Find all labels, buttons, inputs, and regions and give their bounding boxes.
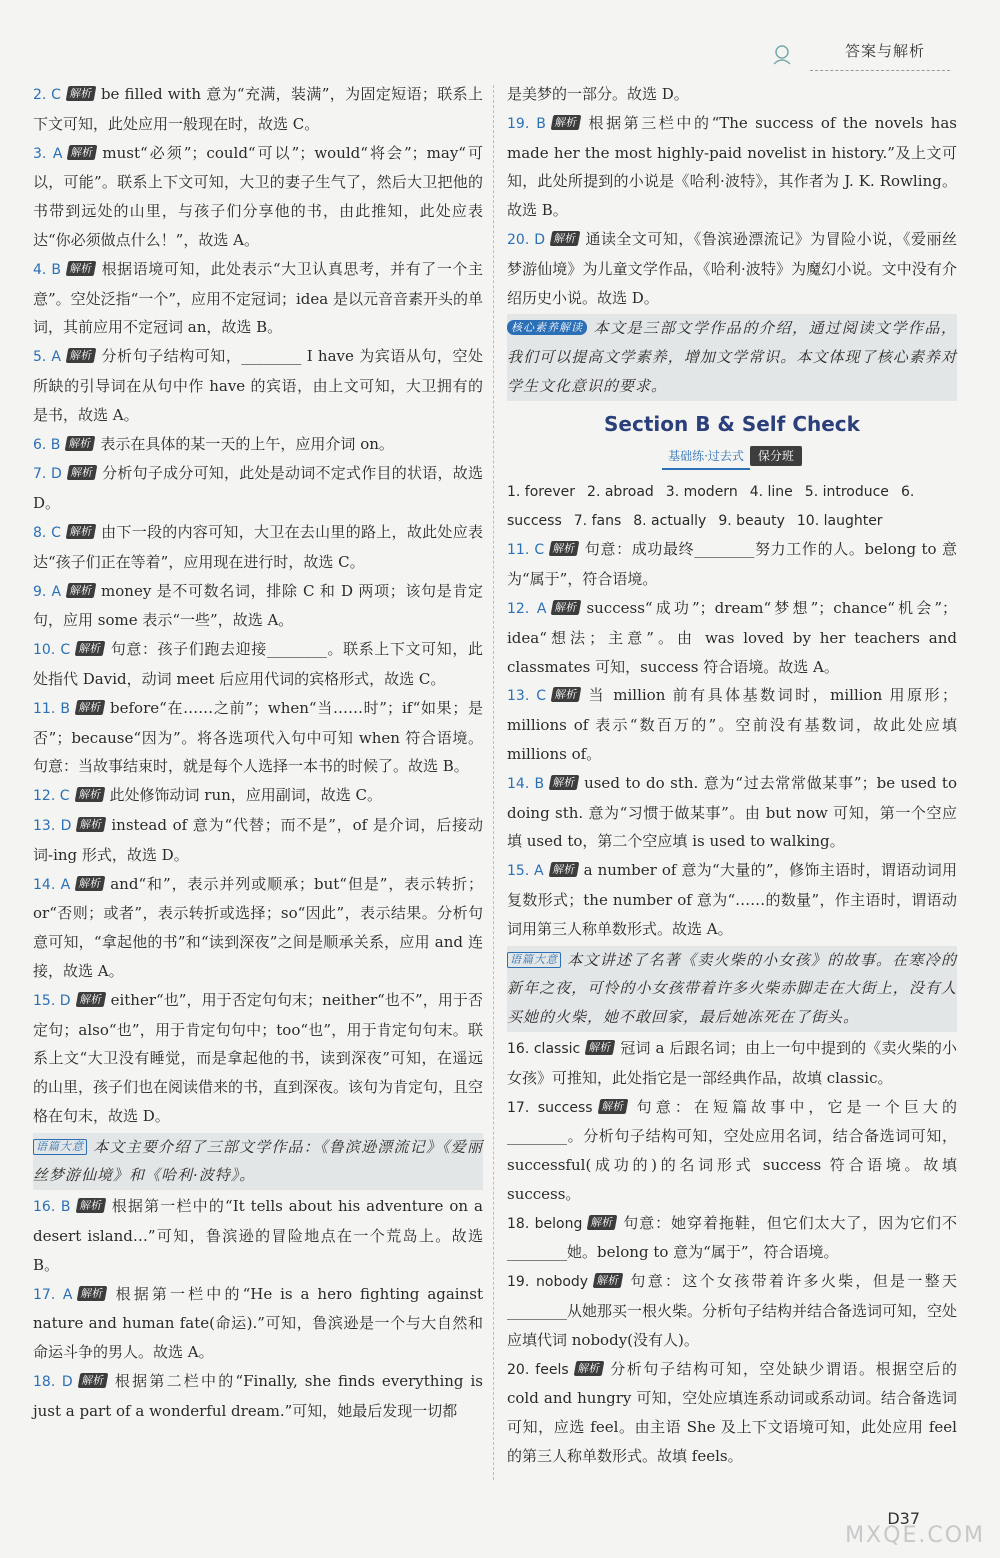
left-column [33, 80, 483, 1426]
analysis-tag: 解析 [66, 524, 97, 539]
core-literacy-tag: 核心素养解读 [507, 320, 587, 335]
answer-number: 12. A [507, 600, 547, 617]
header-rule [810, 70, 950, 71]
answer-text: 是美梦的一部分。故选 D。 [507, 85, 689, 103]
answer-number: 18. D [33, 1374, 73, 1391]
answer-number: 6. B [33, 436, 61, 453]
answer-item [507, 769, 957, 856]
answer-text: success“成功”；dream“梦想”；chance“机会”；idea“想法；主意”。由 was loved by her teachers and classmates 可知，success 符合语境。故选 A。 [507, 598, 958, 676]
word-answers [507, 478, 957, 536]
column-divider [493, 85, 494, 1480]
analysis-tag: 解析 [593, 1273, 624, 1288]
answer-text: 句意：在短篇故事中，它是一个巨大的________。分析句子结构可知，空处应用名词，结合备选词可知，successful(成功的)的名词形式 success 符合语境。故填 success。 [507, 1097, 957, 1203]
analysis-tag: 解析 [573, 1361, 604, 1376]
answer-number: 16. B [33, 1199, 71, 1216]
word-answer: 9. beauty [718, 512, 785, 529]
answer-item [507, 80, 957, 109]
answer-number: 3. A [33, 145, 63, 162]
right-top-answers [507, 80, 957, 312]
answer-item [33, 255, 483, 342]
answer-text: 通读全文可知，《鲁滨逊漂流记》为冒险小说，《爱丽丝梦游仙境》为儿童文学作品，《哈利·波特》为魔幻小说。文中没有介绍历史小说。故选 D。 [507, 229, 957, 307]
answer-number: 14. B [507, 775, 545, 792]
answer-text: either“也”，用于否定句句末；neither“也不”，用于否定句；also“也”，用于肯定句句中；too“也”，用于肯定句句末。联系上文“大卫没有睡觉，而是拿起他的书，读到深夜”可知，在遥远的山里，孩子们也在阅读借来的书，直到深夜。该句为肯定句，且空格在句末，故选 D。 [33, 990, 484, 1125]
answer-text: money 是不可数名词，排除 C 和 D 两项；该句是肯定句，应用 some 表示“一些”，故选 A。 [33, 581, 483, 630]
analysis-tag: 解析 [66, 86, 97, 101]
answer-item [33, 577, 483, 636]
answer-word: 19. nobody [507, 1274, 589, 1291]
banner-right: 保分班 [750, 446, 802, 466]
answer-number: 4. B [33, 261, 61, 278]
answer-text: 表示在具体的某一天的上午，应用介词 on。 [100, 434, 394, 453]
answer-text: 分析句子结构可知，________ I have 为宾语从句，空处所缺的引导词在从句中作 have 的宾语，由上文可知，大卫拥有的是书，故选 A。 [33, 347, 484, 424]
analysis-tag: 解析 [67, 145, 98, 160]
analysis-tag: 解析 [66, 583, 97, 598]
answer-text: 根据第二栏中的“Finally, she finds everything is just a part of a wonderful dream.”可知，她最后发现一切都 [33, 1372, 483, 1420]
answer-item [33, 430, 483, 460]
answer-text: 根据第一栏中的“It tells about his adventure on a desert island…”可知，鲁滨逊的冒险地点在一个荒岛上。故选 B。 [33, 1197, 483, 1274]
analysis-tag: 解析 [551, 687, 582, 702]
answer-word: 18. belong [507, 1215, 583, 1232]
answer-item [507, 109, 957, 225]
answer-number: 5. A [33, 349, 61, 366]
answer-number: 12. C [33, 788, 70, 805]
analysis-tag: 解析 [77, 1286, 108, 1301]
answer-number: 9. A [33, 583, 62, 600]
answer-number: 20. D [507, 231, 545, 248]
answer-text: 分析句子成分可知，此处是动词不定式作目的状语，故选 D。 [33, 464, 483, 513]
answer-text: 根据语境可知，此处表示“大卫认真思考，并有了一个主意”。空处泛指“一个”，应用不定冠词；idea 是以元音音素开头的单词，其前应用不定冠词 an，故选 B。 [33, 259, 484, 337]
answer-number: 11. B [33, 700, 71, 717]
answer-number: 14. A [33, 876, 71, 893]
core-literacy-text: 本文是三部文学作品的介绍，通过阅读文学作品，我们可以提高文学素养，增加文学常识。本文体现了核心素养对学生文化意识的要求。 [507, 319, 957, 395]
analysis-tag: 解析 [65, 436, 96, 451]
answer-text: instead of 意为“代替；而不是”，of 是介词，后接动词-ing 形式，故选 D。 [33, 815, 483, 864]
answer-number: 13. C [507, 688, 546, 705]
answer-item [33, 811, 483, 870]
analysis-tag: 解析 [74, 787, 105, 802]
answer-item [33, 139, 483, 255]
answer-item [507, 681, 957, 768]
answer-text: a number of 意为“大量的”，修饰主语时，谓语动词用复数形式；the number of 意为“……的数量”，作主语时，谓语动词用第三人称单数形式。故选 A。 [507, 861, 957, 938]
answer-word: 16. classic [507, 1040, 581, 1057]
page-header: 答案与解析 [844, 42, 925, 60]
analysis-tag: 解析 [75, 700, 106, 715]
answer-item [507, 594, 957, 681]
analysis-tag: 解析 [550, 231, 581, 246]
answer-text: 此处修饰动词 run，应用副词，故选 C。 [109, 786, 383, 805]
analysis-tag: 解析 [549, 541, 580, 556]
word-answer: 7. fans [573, 512, 622, 529]
answer-word: 17. success [507, 1099, 593, 1116]
word-answer: 4. line [749, 483, 793, 500]
analysis-tag: 解析 [548, 862, 579, 877]
answer-item [33, 870, 483, 986]
answer-text: 句意：这个女孩带着许多火柴，但是一整天________从她那买一根火柴。分析句子结构并结合备选词可知，空处应填代词 nobody(没有人)。 [507, 1272, 958, 1349]
analysis-tag: 解析 [67, 465, 98, 480]
core-literacy-note [507, 314, 957, 400]
summary-tag: 语篇大意 [507, 952, 561, 968]
answer-number: 19. B [507, 115, 546, 132]
summary-box [33, 1133, 483, 1191]
answer-number: 17. A [33, 1286, 73, 1303]
word-answer: 8. actually [633, 512, 707, 529]
answer-number: 10. C [33, 642, 71, 659]
answer-text: 根据第三栏中的“The success of the novels has made her the most highly-paid novelist in history.”及上文可知，此处所提到的小说是《哈利·波特》，其作者为 J. K. Rowling。故选 B。 [507, 113, 957, 220]
answer-item [33, 80, 483, 139]
summary-box [507, 946, 957, 1032]
answer-item [507, 1034, 957, 1093]
answer-number: 7. D [33, 466, 62, 483]
answer-text: 句意：孩子们跑去迎接________。联系上下文可知，此处指代 David，动词 meet 后应用代词的宾格形式，故选 C。 [33, 640, 483, 688]
analysis-tag: 解析 [77, 1373, 108, 1388]
right-column [507, 80, 957, 1471]
answer-text: 分析句子结构可知，空处缺少谓语。根据空后的 cold and hungry 可知，空处应填连系动词或系动词。结合备选词可知，应选 feel。由主语 She 及上下文语境可知，此处应用 feel 的第三人称单数形式。故填 feels。 [507, 1359, 957, 1466]
analysis-tag: 解析 [585, 1040, 616, 1055]
answer-number: 2. C [33, 87, 61, 103]
answer-text: be filled with 意为“充满，装满”，为固定短语；联系上下文可知，此处应用一般现在时，故选 C。 [33, 85, 483, 133]
answer-item [33, 781, 483, 811]
analysis-tag: 解析 [76, 817, 107, 832]
word-answer: 3. modern [665, 483, 738, 500]
answer-item [507, 535, 957, 594]
answer-item [33, 1367, 483, 1426]
answer-number: 15. A [507, 863, 544, 880]
summary-text: 本文主要介绍了三部文学作品：《鲁滨逊漂流记》《爱丽丝梦游仙境》和《哈利·波特》。 [33, 1137, 483, 1185]
answer-text: 根据第一栏中的“He is a hero fighting against nature and human fate(命运).”可知，鲁滨逊是一个与大自然和命运斗争的男人。故选 A。 [33, 1284, 483, 1362]
answer-item [507, 225, 957, 312]
mascot-icon [770, 42, 794, 66]
summary-tag: 语篇大意 [33, 1139, 87, 1155]
section-banner [507, 443, 957, 470]
answer-text: 句意：她穿着拖鞋，但它们太大了，因为它们不________她。belong to 意为“属于”，符合语境。 [507, 1213, 957, 1262]
answer-text: and“和”，表示并列或顺承；but“但是”，表示转折；or“否则；或者”，表示转折或选择；so“因此”，表示结果。分析句意可知，“拿起他的书”和“读到深夜”之间是顺承关系，应用 and 连接，故选 A。 [33, 874, 484, 980]
section-title: Section B & Self Check [604, 411, 860, 436]
answer-item [33, 694, 483, 781]
answer-item [507, 1209, 957, 1268]
analysis-tag: 解析 [75, 876, 106, 891]
analysis-tag: 解析 [75, 641, 106, 656]
answer-number: 11. C [507, 542, 545, 559]
word-answer: 5. introduce [804, 483, 889, 500]
analysis-tag: 解析 [75, 992, 106, 1007]
answer-item [33, 1280, 483, 1367]
answer-text: must“必须”；could“可以”；would“将会”；may“可以，可能”。联系上下文可知，大卫的妻子生气了，然后大卫把他的书带到远处的山里，与孩子们分享他的书，由此推知，此处应表达“你必须做点什么！”，故选 A。 [33, 143, 484, 249]
answer-item [33, 635, 483, 694]
answer-item [507, 856, 957, 943]
answer-number: 13. D [33, 817, 72, 834]
analysis-tag: 解析 [551, 600, 582, 615]
right-bottom-answers [507, 535, 957, 1471]
answer-item [33, 986, 483, 1131]
answer-text: 句意：成功最终________努力工作的人。belong to 意为“属于”，符合语境。 [507, 540, 957, 589]
word-answer: 6. success [507, 483, 915, 529]
watermark: MXQE.COM [845, 1523, 985, 1548]
answer-number: 8. C [33, 524, 61, 541]
analysis-tag: 解析 [549, 775, 580, 790]
answer-item [507, 1093, 957, 1209]
answer-text: 当 million 前有具体基数词时，million 用原形；millions of 表示“数百万的”。空前没有基数词，故此处应填 millions of。 [507, 686, 957, 763]
banner-left: 基础练·过去式 [662, 444, 750, 470]
answer-item [33, 518, 483, 577]
word-answer: 1. forever [507, 483, 576, 500]
analysis-tag: 解析 [66, 348, 97, 363]
word-answer: 2. abroad [587, 483, 654, 500]
answer-item [507, 1355, 957, 1471]
analysis-tag: 解析 [75, 1198, 106, 1213]
answer-item [33, 1192, 483, 1279]
word-answer: 10. laughter [796, 512, 883, 529]
answer-word: 20. feels [507, 1361, 569, 1378]
page-number: D37 [887, 1509, 920, 1528]
answer-text: before“在……之前”；when“当……时”；if“如果；是否”；because“因为”。将各选项代入句中可知 when 符合语境。句意：当故事结束时，就是每个人选择一本书的时候了。故选 B。 [33, 698, 483, 776]
analysis-tag: 解析 [597, 1099, 628, 1114]
analysis-tag: 解析 [551, 115, 582, 130]
analysis-tag: 解析 [587, 1215, 618, 1230]
answer-item [33, 342, 483, 429]
answer-number: 15. D [33, 992, 71, 1009]
summary-text: 本文讲述了名著《卖火柴的小女孩》的故事。在寒冷的新年之夜，可怜的小女孩带着许多火柴赤脚走在大街上，没有人买她的火柴，她不敢回家，最后她冻死在了街头。 [507, 950, 957, 1027]
answer-text: 由下一段的内容可知，大卫在去山里的路上，故此处应表达“孩子们正在等着”，应用现在进行时，故选 C。 [33, 522, 483, 571]
answer-text: 冠词 a 后跟名词；由上一句中提到的《卖火柴的小女孩》可推知，此处指它是一部经典作品，故填 classic。 [507, 1038, 957, 1087]
answer-item [507, 1267, 957, 1354]
analysis-tag: 解析 [66, 261, 97, 276]
answer-item [33, 459, 483, 518]
answer-text: used to do sth. 意为“过去常常做某事”；be used to doing sth. 意为“习惯于做某事”。由 but now 可知，第一个空应填 used to，第二个空应填 is used to walking。 [507, 773, 957, 851]
